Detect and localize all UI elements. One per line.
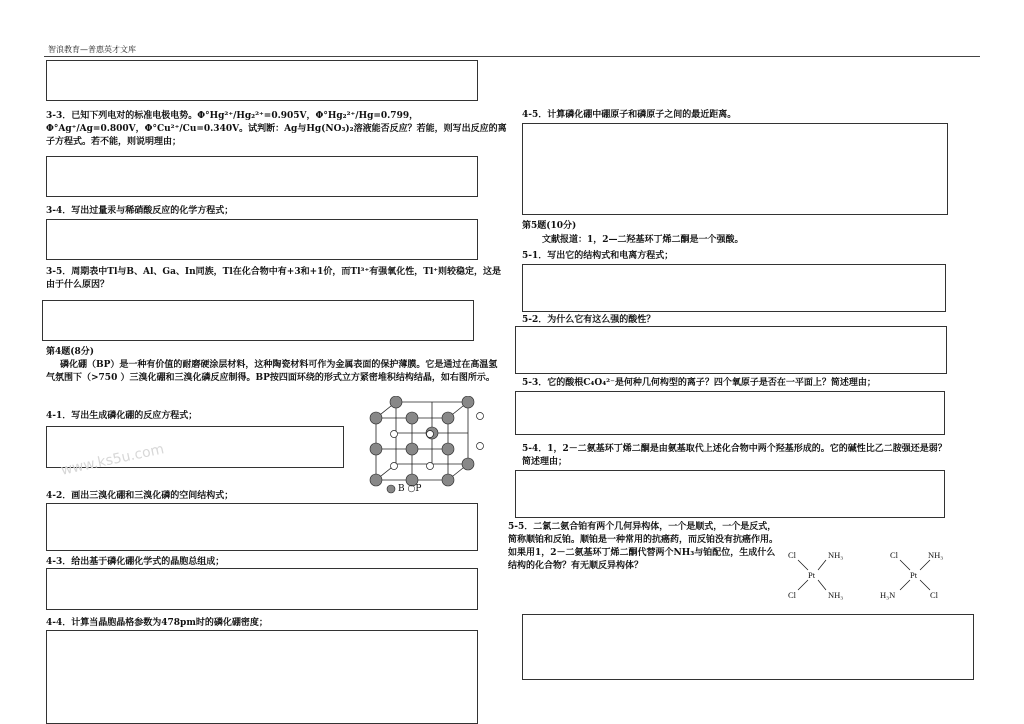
answer-box-5-2[interactable] (515, 326, 947, 374)
question-5-5: 5-5．二氯二氨合铂有两个几何异构体，一个是顺式，一个是反式，简称顺铂和反铂。顺铂是一种常用的抗癌药，而反铂没有抗癌作用。如果用1，2－二氨基环丁烯二酮代替两个NH₃与铂配位，生成什么结构的化合物？有无顺反异构体？ (508, 522, 779, 571)
question-4-1: 4-1．写出生成磷化硼的反应方程式； (46, 411, 198, 421)
cis-bonds (786, 548, 856, 604)
answer-box-3-3[interactable] (46, 156, 478, 197)
section-5-title: 第5题(10分) (522, 221, 577, 231)
cis-tl: Cl (788, 550, 797, 560)
answer-box-5-3[interactable] (515, 391, 945, 435)
question-4-2: 4-2．画出三溴化硼和三溴化磷的空间结构式； (46, 491, 234, 501)
cis-br: NH₃ (828, 590, 844, 600)
legend-b-icon (386, 484, 396, 494)
bp-crystal-figure (362, 396, 490, 500)
question-5-1: 5-1．写出它的结构式和电离方程式； (522, 251, 674, 261)
section-5-intro: 文献报道：1，2—二羟基环丁烯二酮是一个强酸。 (542, 235, 744, 245)
answer-box-4-3[interactable] (46, 568, 478, 610)
answer-box-5-4[interactable] (515, 470, 945, 518)
header-divider (44, 56, 980, 57)
answer-box-4-2[interactable] (46, 503, 478, 551)
trans-br: Cl (930, 590, 939, 600)
cis-tr: NH₃ (828, 550, 844, 560)
trans-center: Pt (910, 570, 918, 580)
cis-center: Pt (808, 570, 816, 580)
question-3-5: 3-5．周期表中Tl与B、Al、Ga、In同族，Tl在化合物中有+3和+1价，而Tl³⁺有强氧化性，Tl⁺则较稳定，这是由于什么原因？ (46, 267, 502, 290)
trans-bl: H₃N (880, 590, 896, 600)
section-4-intro: 磷化硼（BP）是一种有价值的耐磨硬涂层材料，这种陶瓷材料可作为金属表面的保护薄膜。它是通过在高温氢气氛围下（>750 ）三溴化硼和三溴化磷反应制得。BP按四面环绕的形式立方紧密堆积结构结晶，如右图所示。 (46, 360, 498, 383)
header-title: 智浪教育—普惠英才文库 (48, 45, 136, 54)
answer-box-3-5[interactable] (42, 300, 474, 341)
cisplatin-structure (786, 548, 856, 604)
trans-tr: NH₃ (928, 550, 944, 560)
trans-tl: Cl (890, 550, 899, 560)
figure-legend: B ○P (398, 484, 422, 494)
answer-box-5-1[interactable] (522, 264, 946, 312)
question-3-3: 3-3．已知下列电对的标准电极电势。Φ°Hg²⁺/Hg₂²⁺=0.905V，Φ°Hg₂²⁺/Hg=0.799，Φ°Ag⁺/Ag=0.800V，Φ°Cu²⁺/Cu=0.340V。试判断：Ag与Hg(NO₃)₂溶液能否反应？若能，则写出反应的离子方程式。若不能，则说明理由； (46, 111, 507, 147)
question-4-4: 4-4．计算当晶胞晶格参数为478pm时的磷化硼密度； (46, 618, 268, 628)
answer-box-3-4[interactable] (46, 219, 478, 260)
section-4-title: 第4题(8分) (46, 347, 95, 357)
transplatin-structure (880, 548, 960, 604)
question-4-5: 4-5．计算磷化硼中硼原子和磷原子之间的最近距离。 (522, 110, 737, 120)
watermark: www.ks5u.com (59, 441, 166, 479)
question-3-4: 3-4．写出过量汞与稀硝酸反应的化学方程式； (46, 206, 234, 216)
answer-box-4-5[interactable] (522, 123, 948, 215)
answer-box-3-2[interactable] (46, 60, 478, 101)
cis-bl: Cl (788, 590, 797, 600)
question-5-2: 5-2．为什么它有这么强的酸性？ (522, 315, 656, 325)
question-4-3: 4-3．给出基于磷化硼化学式的晶胞总组成； (46, 557, 225, 567)
answer-box-4-4[interactable] (46, 630, 478, 724)
question-5-4: 5-4．1，2－二氨基环丁烯二酮是由氨基取代上述化合物中两个羟基形成的。它的碱性比乙二胺强还是弱？简述理由； (522, 444, 947, 467)
trans-bonds (880, 548, 960, 604)
question-5-3: 5-3．它的酸根C₄O₄²⁻是何种几何构型的离子？四个氧原子是否在一平面上？简述理由； (522, 378, 876, 388)
answer-box-5-5[interactable] (522, 614, 974, 680)
